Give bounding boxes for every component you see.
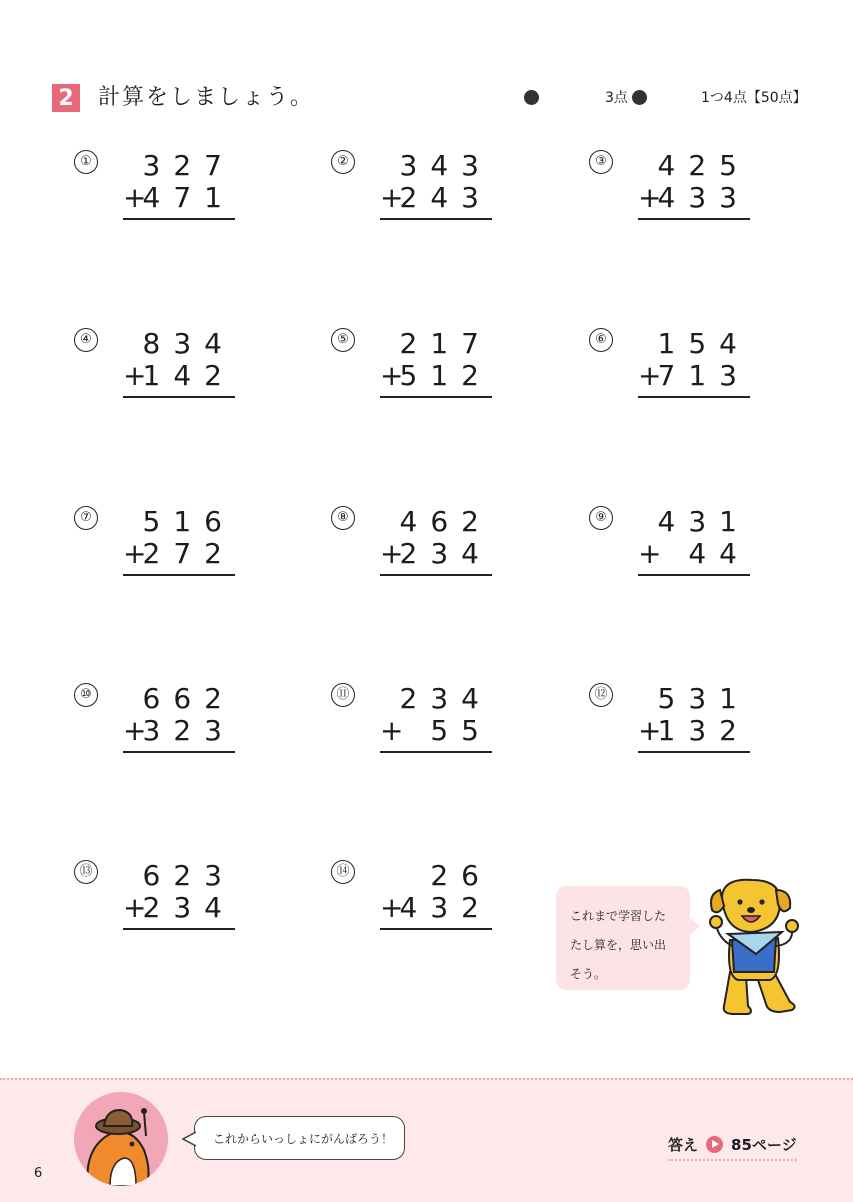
addend-top: 154 xyxy=(657,327,750,360)
addend-top: 516 xyxy=(142,505,235,538)
answer-reference xyxy=(668,1134,797,1161)
answer-line xyxy=(638,396,750,398)
addend-top: 462 xyxy=(399,505,492,538)
answer-line xyxy=(638,751,750,753)
addend-bottom-row xyxy=(123,715,235,747)
problem-5 xyxy=(331,328,561,428)
addend-bottom: 142 xyxy=(142,359,235,392)
answer-line xyxy=(380,928,492,930)
addend-top: 623 xyxy=(142,859,235,892)
addend-bottom: 433 xyxy=(657,181,750,214)
addend-bottom: 55 xyxy=(430,714,492,747)
dog-speech-bubble xyxy=(556,886,690,990)
addend-top: 234 xyxy=(399,682,492,715)
addend-top: 26 xyxy=(430,859,492,892)
problem-13 xyxy=(74,860,304,960)
problem-number: ⑥ xyxy=(589,328,613,352)
problem-2 xyxy=(331,150,561,250)
dog-speech-line: そう。 xyxy=(570,967,607,981)
addend-bottom-row xyxy=(638,360,750,392)
section-number: 2 xyxy=(52,84,80,112)
problem-number: ⑦ xyxy=(74,506,98,530)
plus-sign: + xyxy=(638,359,662,392)
problem-number: ⑧ xyxy=(331,506,355,530)
addend-bottom: 234 xyxy=(142,891,235,924)
addend-bottom-row xyxy=(638,715,750,747)
addend-bottom-row xyxy=(123,538,235,570)
problem-number: ⑪ xyxy=(331,683,355,707)
addend-bottom-row xyxy=(638,538,750,570)
problem-11 xyxy=(331,683,561,783)
problem-12 xyxy=(589,683,819,783)
addend-top: 425 xyxy=(657,149,750,182)
addend-bottom: 432 xyxy=(399,891,492,924)
problem-1 xyxy=(74,150,304,250)
addend-bottom: 323 xyxy=(142,714,235,747)
addend-bottom-row xyxy=(380,715,492,747)
problem-number: ② xyxy=(331,150,355,174)
problem-number: ⑨ xyxy=(589,506,613,530)
addend-top: 343 xyxy=(399,149,492,182)
addend-bottom-row xyxy=(123,892,235,924)
addend-bottom: 512 xyxy=(399,359,492,392)
bonus-score-label: 3点 xyxy=(605,90,628,106)
plus-sign: + xyxy=(380,714,404,747)
dog-speech-line: これまで学習した xyxy=(570,909,667,923)
dog-illustration xyxy=(704,876,808,1018)
section-header xyxy=(52,84,812,114)
plus-sign: + xyxy=(638,537,662,570)
problem-number: ⑤ xyxy=(331,328,355,352)
plus-sign: + xyxy=(380,181,404,214)
answer-line xyxy=(123,574,235,576)
addend-bottom-row xyxy=(123,182,235,214)
addend-top: 431 xyxy=(657,505,750,538)
problem-9 xyxy=(589,506,819,606)
addend-bottom: 243 xyxy=(399,181,492,214)
plus-sign: + xyxy=(123,181,147,214)
footer xyxy=(0,1078,853,1202)
answer-line xyxy=(123,396,235,398)
answer-line xyxy=(638,218,750,220)
problem-6 xyxy=(589,328,819,428)
problem-3 xyxy=(589,150,819,250)
hamster-avatar xyxy=(74,1092,168,1186)
plus-sign: + xyxy=(638,181,662,214)
bonus-score xyxy=(605,87,647,109)
answer-line xyxy=(380,218,492,220)
addend-bottom-row xyxy=(123,360,235,392)
addend-top: 834 xyxy=(142,327,235,360)
play-arrow-icon xyxy=(706,1136,723,1153)
problem-8 xyxy=(331,506,561,606)
problem-14 xyxy=(331,860,561,960)
addend-bottom: 132 xyxy=(657,714,750,747)
section-title: 計算をしましょう。 xyxy=(98,85,315,110)
plus-sign: + xyxy=(123,714,147,747)
plus-sign: + xyxy=(123,537,147,570)
hamster-speech-text: これからいっしょにがんばろう！ xyxy=(213,1131,394,1146)
problem-7 xyxy=(74,506,304,606)
problem-number: ④ xyxy=(74,328,98,352)
plus-sign: + xyxy=(123,891,147,924)
addend-bottom-row xyxy=(638,182,750,214)
answer-line xyxy=(380,396,492,398)
problem-4 xyxy=(74,328,304,428)
answer-label: 答え xyxy=(668,1136,699,1154)
answer-line xyxy=(380,751,492,753)
page-number: 6 xyxy=(34,1166,43,1181)
problem-number: ⑩ xyxy=(74,683,98,707)
answer-line xyxy=(123,218,235,220)
answer-page: 85ページ xyxy=(731,1136,797,1154)
problem-number: ⑫ xyxy=(589,683,613,707)
problem-number: ③ xyxy=(589,150,613,174)
bonus-mark-icon xyxy=(632,90,647,105)
addend-bottom: 44 xyxy=(688,537,750,570)
addend-bottom: 713 xyxy=(657,359,750,392)
dog-speech-text xyxy=(570,902,684,989)
speech-tail xyxy=(182,1131,196,1147)
addend-bottom-row xyxy=(380,182,492,214)
addend-top: 662 xyxy=(142,682,235,715)
bubble-tail xyxy=(688,916,700,936)
problem-number: ① xyxy=(74,150,98,174)
problem-number: ⑬ xyxy=(74,860,98,884)
problem-number: ⑭ xyxy=(331,860,355,884)
plus-sign: + xyxy=(638,714,662,747)
addend-bottom: 234 xyxy=(399,537,492,570)
hamster-illustration xyxy=(74,1092,168,1186)
plus-sign: + xyxy=(380,359,404,392)
addend-top: 217 xyxy=(399,327,492,360)
dog-speech-line: たし算を，思い出 xyxy=(570,938,667,952)
plus-sign: + xyxy=(380,891,404,924)
addend-bottom: 471 xyxy=(142,181,235,214)
total-score: 1つ4点【50点】 xyxy=(701,90,807,106)
problem-10 xyxy=(74,683,304,783)
addend-bottom-row xyxy=(380,538,492,570)
addend-bottom-row xyxy=(380,360,492,392)
addend-bottom: 272 xyxy=(142,537,235,570)
addend-top: 327 xyxy=(142,149,235,182)
answer-line xyxy=(123,928,235,930)
answer-line xyxy=(638,574,750,576)
addend-top: 531 xyxy=(657,682,750,715)
answer-line xyxy=(380,574,492,576)
bonus-mark-icon xyxy=(524,90,539,105)
plus-sign: + xyxy=(380,537,404,570)
addend-bottom-row xyxy=(380,892,492,924)
hamster-speech-bubble xyxy=(194,1116,405,1160)
plus-sign: + xyxy=(123,359,147,392)
answer-line xyxy=(123,751,235,753)
